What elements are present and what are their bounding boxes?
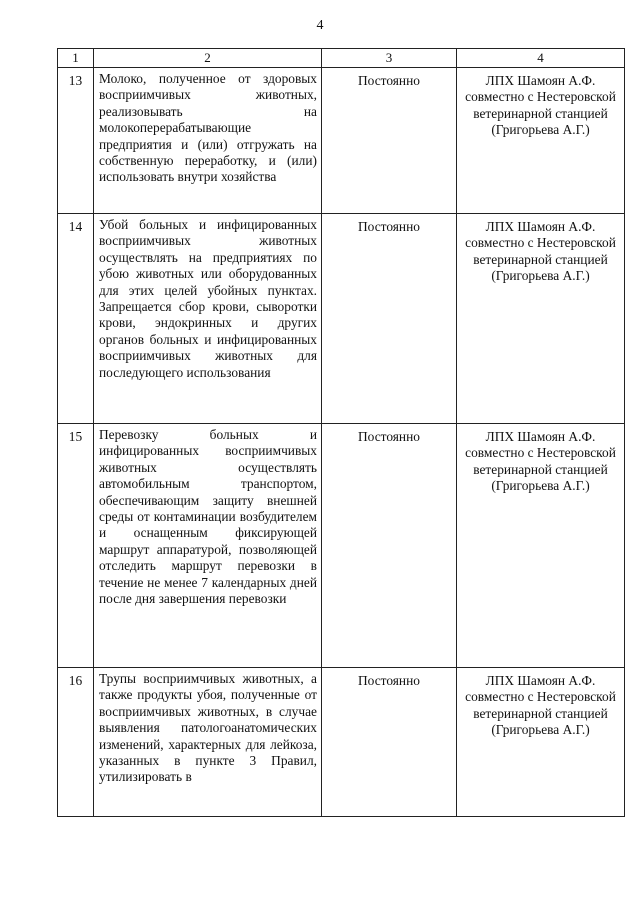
table-row [58, 424, 625, 668]
row-number: 16 [58, 668, 94, 817]
measure-responsible: ЛПХ Шамоян А.Ф. совместно с Нестеровской ветеринарной станцией (Григорьева А.Г.) [457, 424, 625, 668]
measure-description: Трупы восприимчивых животных, а также продукты убоя, полученные от восприимчивых животных, в случае выявления патологоанатомических изменений, характерных для лейкоза, указанных в пункте 3 Правил, утилизировать в [94, 668, 322, 817]
table-header-row [58, 49, 625, 68]
measure-responsible: ЛПХ Шамоян А.Ф. совместно с Нестеровской ветеринарной станцией (Григорьева А.Г.) [457, 668, 625, 817]
measure-description: Убой больных и инфицированных восприимчивых животных осуществлять на предприятиях по убою животных или оборудованных для этих целей убойных пунктах. Запрещается сбор крови, сыворотки крови, эндокринных и других органов больных и инфицированных восприимчивых животных для последующего использования [94, 214, 322, 424]
column-header-period: 3 [322, 49, 457, 68]
measure-description: Молоко, полученное от здоровых восприимчивых животных, реализовывать на молокоперерабатывающие предприятия и (или) отгружать на собственную переработку, и (или) использовать внутри хозяйства [94, 68, 322, 214]
measure-period: Постоянно [322, 424, 457, 668]
table-row [58, 68, 625, 214]
row-number: 15 [58, 424, 94, 668]
measures-table [57, 48, 625, 817]
table-row [58, 668, 625, 817]
page-number: 4 [316, 18, 324, 33]
measure-responsible: ЛПХ Шамоян А.Ф. совместно с Нестеровской ветеринарной станцией (Григорьева А.Г.) [457, 214, 625, 424]
measure-description: Перевозку больных и инфицированных восприимчивых животных осуществлять автомобильным транспортом, обеспечивающим защиту внешней среды от контаминации возбудителем и оснащенным фиксирующей маршрут аппаратурой, позволяющей отследить маршрут перевозки в течение не менее 7 календарных дней после дня завершения перевозки [94, 424, 322, 668]
measure-period: Постоянно [322, 214, 457, 424]
table-row [58, 214, 625, 424]
row-number: 14 [58, 214, 94, 424]
row-number: 13 [58, 68, 94, 214]
measure-responsible: ЛПХ Шамоян А.Ф. совместно с Нестеровской ветеринарной станцией (Григорьева А.Г.) [457, 68, 625, 214]
measure-period: Постоянно [322, 68, 457, 214]
column-header-responsible: 4 [457, 49, 625, 68]
measure-period: Постоянно [322, 668, 457, 817]
column-header-number: 1 [58, 49, 94, 68]
column-header-measure: 2 [94, 49, 322, 68]
